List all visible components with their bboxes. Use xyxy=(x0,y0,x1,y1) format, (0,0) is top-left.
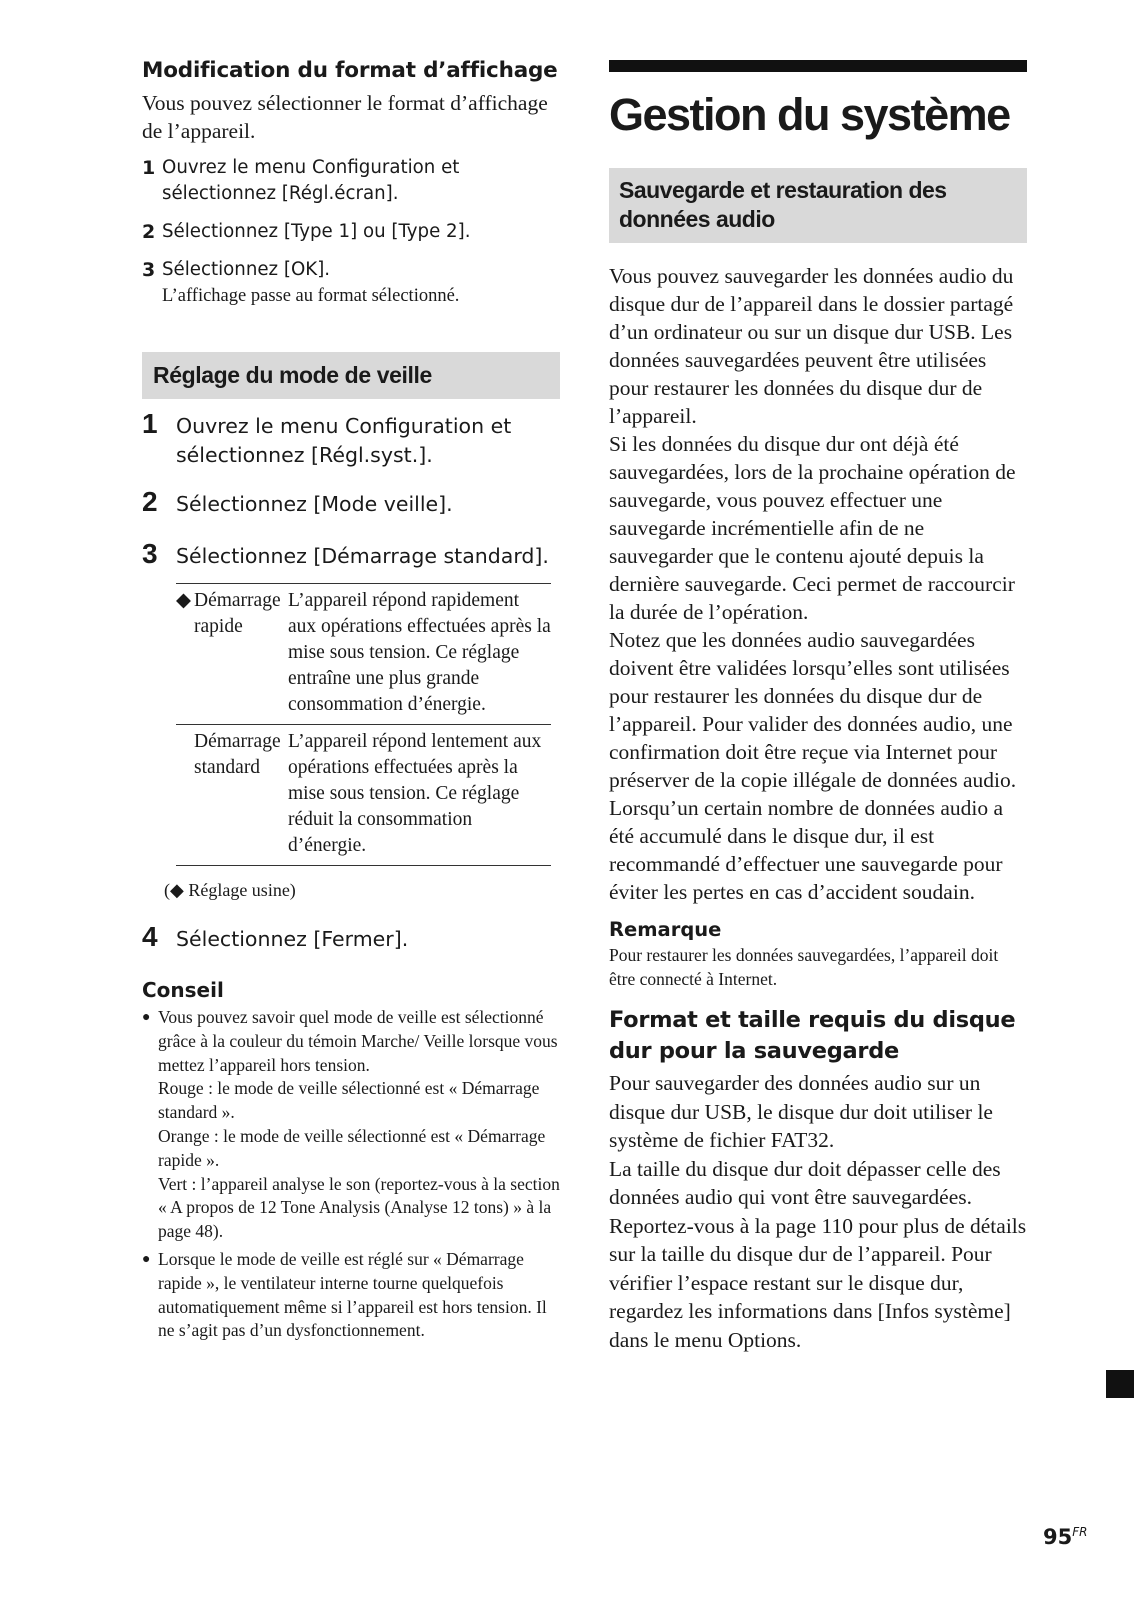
standby-section-bar xyxy=(142,352,560,399)
display-step-3-result: L’affichage passe au format sélectionné. xyxy=(162,286,460,306)
right-column xyxy=(609,60,1027,1354)
option-desc: L’appareil répond rapidement aux opérations effectuées après la mise sous tension. Ce réglage entraîne une plus grande consommation d’énergie. xyxy=(288,590,551,715)
standby-step-4: 4 Sélectionnez [Fermer]. xyxy=(142,921,409,952)
factory-setting-note: (◆ Réglage usine) xyxy=(164,880,296,900)
paragraph: Pour sauvegarder des données audio sur un disque dur USB, le disque dur doit utiliser le système de fichier FAT32. xyxy=(609,1071,993,1152)
paragraph: Vous pouvez sauvegarder les données audio du disque dur de l’appareil dans le dossier partagé d’un ordinateur ou sur un disque dur USB. Les données sauvegardées peuvent être utilisées pour restaurer les données du disque dur de l’appareil. xyxy=(609,264,1014,428)
title-rule xyxy=(609,60,1027,72)
paragraph: Notez que les données audio sauvegardées doivent être validées lorsqu’elles sont utilisées pour restaurer les données du disque dur de l’appareil. Pour valider des données audio, une confirmation doit être reçue via Internet pour préserver de la copie illégale de données audio. xyxy=(609,628,1017,792)
standby-options-table xyxy=(176,583,551,866)
option-name: Démarrage rapide xyxy=(194,590,281,637)
format-heading: Format et taille requis du disque dur pour la sauvegarde xyxy=(609,1007,1016,1064)
standby-step-2: 2 Sélectionnez [Mode veille]. xyxy=(142,486,453,517)
option-name: Démarrage standard xyxy=(194,731,281,778)
display-format-intro: Vous pouvez sélectionner le format d’affichage de l’appareil. xyxy=(142,91,548,143)
tip-list xyxy=(142,1006,560,1343)
option-row-standard xyxy=(176,725,551,866)
tip-item: ● Lorsque le mode de veille est réglé sur « Démarrage rapide », le ventilateur interne tourne quelquefois automatiquement même si l’appareil est hors tension. Il ne s’agit pas d’un dysfonctionnement. xyxy=(142,1248,547,1341)
display-step-3: 3 Sélectionnez [OK]. L’affichage passe au format sélectionné. xyxy=(142,257,560,309)
tip-heading: Conseil xyxy=(142,978,224,1002)
option-row-fast xyxy=(176,584,551,725)
paragraph: Reportez-vous à la page 110 pour plus de détails sur la taille du disque dur de l’appareil. Pour vérifier l’espace restant sur le disque dur, regardez les informations dans [Infos système] dans le menu Options. xyxy=(609,1213,1027,1352)
display-format-heading: Modification du format d’affichage xyxy=(142,58,558,83)
left-column xyxy=(142,58,560,1347)
display-step-2: 2 Sélectionnez [Type 1] ou [Type 2]. xyxy=(142,221,471,243)
bullet-icon: ● xyxy=(142,1251,151,1267)
paragraph: La taille du disque dur doit dépasser celle des données audio qui vont être sauvegardées. xyxy=(609,1156,1001,1209)
backup-section-heading: Sauvegarde et restauration des données audio xyxy=(609,168,1027,243)
backup-body xyxy=(609,262,1027,906)
bullet-icon: ● xyxy=(142,1010,151,1025)
standby-heading: Réglage du mode de veille xyxy=(153,362,432,388)
option-desc: L’appareil répond lentement aux opérations effectuées après la mise sous tension. Ce réglage réduit la consommation d’énergie. xyxy=(288,731,542,856)
default-marker-icon: ◆ xyxy=(176,590,191,611)
note-heading: Remarque xyxy=(609,918,722,941)
page-title: Gestion du système xyxy=(609,89,1010,140)
format-body xyxy=(609,1069,1027,1354)
page-number: $95^{FR}$ xyxy=(1043,1525,1088,1549)
standby-step-1: 1 Ouvrez le menu Configuration et sélectionnez [Régl.syst.]. xyxy=(142,408,512,467)
chapter-tab-marker xyxy=(1106,1370,1134,1398)
note-text: Pour restaurer les données sauvegardées, l’appareil doit être connecté à Internet. xyxy=(609,945,999,989)
tip-item: ● Vous pouvez savoir quel mode de veille est sélectionné grâce à la couleur du témoin Marche/ Veille lorsque vous mettez l’appareil hors tension. Rouge : le mode de veille sélectionné est « Démarrage standard ». Orange : le mode de veille sélectionné est « Démarrage rapide ». Vert : l’appareil analyse le son (reportez-vous à la section « A propos de 12 Tone Analysis (Analyse 12 tons) » à la page 48). xyxy=(142,1007,560,1242)
paragraph: Lorsqu’un certain nombre de données audio a été accumulé dans le disque dur, il est recommandé d’effectuer une sauvegarde pour éviter les pertes en cas d’accident soudain. xyxy=(609,796,1004,904)
display-step-1: 1 Ouvrez le menu Configuration et sélectionnez [Régl.écran]. xyxy=(142,157,460,204)
standby-step-3: 3 Sélectionnez [Démarrage standard]. xyxy=(142,538,549,569)
paragraph: Si les données du disque dur ont déjà été sauvegardées, lors de la prochaine opération de sauvegarde, vous pouvez effectuer une sauvegarde incrémentielle afin de ne sauvegarder que le contenu ajouté depuis la dernière sauvegarde. Ceci permet de raccourcir la durée de l’opération. xyxy=(609,432,1016,624)
